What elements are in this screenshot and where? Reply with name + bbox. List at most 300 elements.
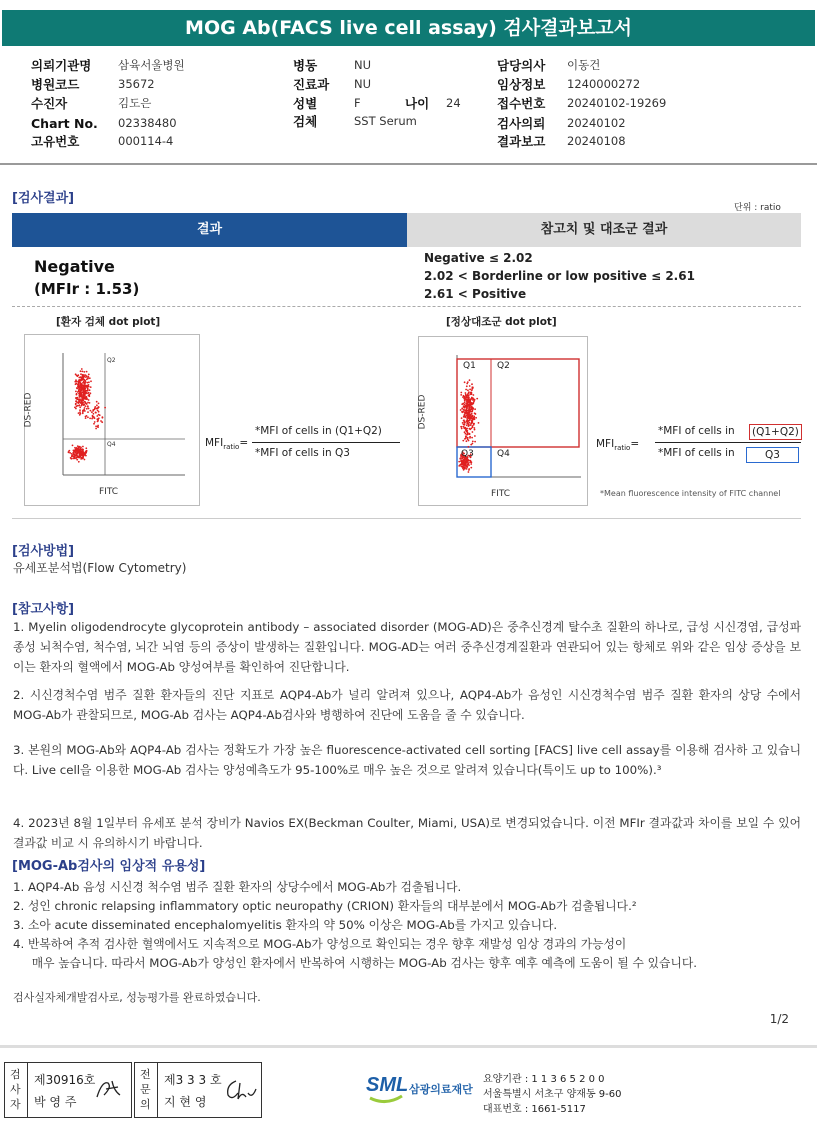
info-value: 1240000272 — [567, 77, 641, 91]
plot-dot — [81, 395, 83, 397]
note-paragraph-2: 2. 시신경척수염 범주 질환 환자들의 진단 지표로 AQP4-Ab가 널리 알려져 있으나, AQP4-Ab가 음성인 시신경척수염 범주 질환 환자의 상당 수에서 MOG-Ab가 관찰되므로, MOG-Ab 검사는 AQP4-Ab검사와 병행하여 진단에 도움을 줄 수 있습니다. — [13, 688, 801, 722]
plot-dot — [92, 410, 94, 412]
formula-mfi: $MFI_{ratio}=$ — [205, 437, 249, 452]
plot-dot — [87, 376, 89, 378]
footer-phone: 대표번호 : 1661-5117 — [483, 1104, 586, 1115]
plot-dot — [82, 401, 84, 403]
plot-dot — [75, 373, 77, 375]
plot-dot — [86, 385, 88, 387]
plot-dot — [84, 459, 86, 461]
plot-dot — [84, 454, 86, 456]
plot-dot — [79, 411, 81, 413]
plot-dot — [466, 421, 468, 423]
plot-dot — [466, 459, 468, 461]
info-label: 결과보고 — [497, 134, 546, 149]
info-value: 김도은 — [118, 96, 152, 110]
plot-dot — [466, 385, 468, 387]
plot-dot — [461, 408, 463, 410]
plot-dot — [94, 408, 96, 410]
plot-dot — [82, 387, 84, 389]
plot-dot — [77, 386, 79, 388]
plot-dot — [464, 421, 466, 423]
plot-dot — [89, 402, 91, 404]
plot-dot — [95, 412, 97, 414]
plot-dot — [474, 441, 476, 443]
plot-dot — [472, 431, 474, 433]
plot-dot — [466, 428, 468, 430]
plot-dot — [79, 395, 81, 397]
plot-dot — [77, 384, 79, 386]
clinical-item: 1. AQP4-Ab 음성 시신경 척수염 범주 질환 환자의 상당수에서 MOG-Ab가 검출됩니다. — [13, 880, 462, 894]
plot-dot — [466, 430, 468, 432]
plot-dot — [82, 412, 84, 414]
patient-q4-label: Q4 — [107, 441, 116, 448]
reference-line: Negative ≤ 2.02 — [424, 251, 533, 265]
plot-dot — [75, 400, 77, 402]
plot-dot — [83, 385, 85, 387]
plot-dot — [466, 397, 468, 399]
specialist-number: 제3 3 3 호 — [164, 1073, 222, 1087]
info-label: 검사의뢰 — [497, 116, 546, 131]
q3-box: Q3 — [746, 447, 799, 463]
plot-dot — [78, 405, 80, 407]
result-value: (MFIr : 1.53) — [34, 280, 140, 298]
plot-dot — [462, 466, 464, 468]
notes-section-title: [참고사항] — [12, 602, 75, 617]
plot-dot — [82, 457, 84, 459]
plot-dot — [478, 422, 480, 424]
plot-dot — [98, 411, 100, 413]
specialist-name: 지 현 영 — [164, 1095, 207, 1109]
inspector-box — [28, 1062, 132, 1118]
plot-dot — [104, 407, 106, 409]
plot-dot — [475, 417, 477, 419]
info-value: 20240102-19269 — [567, 96, 667, 110]
fraction-line — [252, 442, 400, 443]
clinical-item: 3. 소아 acute disseminated encephalomyelitis 환자의 약 50% 이상은 MOG-Ab를 가지고 있습니다. — [13, 918, 558, 932]
plot-dot — [467, 398, 469, 400]
plot-dot — [469, 422, 471, 424]
plot-dot — [83, 374, 85, 376]
plot-dot — [472, 388, 474, 390]
plot-dot — [471, 383, 473, 385]
plot-dot — [89, 418, 91, 420]
plot-dot — [463, 406, 465, 408]
plot-dot — [79, 381, 81, 383]
note-paragraph-4: 4. 2023년 8월 1일부터 유세포 분석 장비가 Navios EX(Beckman Coulter, Miami, USA)로 변경되었습니다. 이전 MFIr 결과값과 차이를 보일 수 있어 결과값 비교 시 유의하시기 바랍니다. — [13, 816, 801, 850]
plot-dot — [79, 380, 81, 382]
plot-dot — [463, 463, 465, 465]
plot-dot — [97, 425, 99, 427]
plot-dot — [468, 391, 470, 393]
plot-dot — [471, 437, 473, 439]
plot-dot — [80, 392, 82, 394]
plot-dot — [86, 415, 88, 417]
title-bar — [0, 0, 817, 50]
plot-dot — [87, 392, 89, 394]
plot-dot — [80, 451, 82, 453]
plot-dot — [474, 435, 476, 437]
plot-dot — [464, 381, 466, 383]
plot-dot — [464, 431, 466, 433]
plot-dot — [76, 394, 78, 396]
plot-dot — [470, 467, 472, 469]
footer-address: 서울특별시 서초구 양재동 9-60 — [483, 1089, 622, 1100]
plot-dot — [466, 464, 468, 466]
control-plot-caption: [정상대조군 dot plot] — [446, 316, 557, 328]
plot-dot — [466, 434, 468, 436]
plot-dot — [76, 397, 78, 399]
plot-dot — [96, 408, 98, 410]
plot-dot — [472, 408, 474, 410]
plot-dot — [465, 435, 467, 437]
plot-dot — [466, 400, 468, 402]
q1q2-box: (Q1+Q2) — [749, 424, 802, 440]
plot-dot — [79, 450, 81, 452]
plot-dot — [79, 452, 81, 454]
patient-x-axis-label: FITC — [99, 487, 119, 497]
formula-numerator: *MFI of cells in (Q1+Q2) — [255, 425, 382, 437]
plot-dot — [84, 410, 86, 412]
plot-dot — [68, 450, 70, 452]
plot-dot — [464, 466, 466, 468]
plot-dot — [460, 392, 462, 394]
info-label: 담당의사 — [497, 58, 546, 73]
plot-dot — [97, 421, 99, 423]
plot-dot — [464, 462, 466, 464]
plot-dot — [467, 403, 469, 405]
patient-y-axis-label: DS-RED — [23, 392, 34, 428]
plot-dot — [462, 461, 464, 463]
divider — [12, 518, 801, 519]
plot-dot — [468, 462, 470, 464]
plot-dot — [75, 383, 77, 385]
plot-dot — [465, 392, 467, 394]
plot-dot — [468, 446, 470, 448]
plot-dot — [466, 468, 468, 470]
patient-dot-plot — [24, 334, 200, 506]
info-value: 02338480 — [118, 116, 177, 130]
plot-dot — [69, 452, 71, 454]
reference-column-header: 참고치 및 대조군 결과 — [407, 213, 801, 247]
plot-dot — [100, 420, 102, 422]
plot-dot — [79, 406, 81, 408]
plot-dot — [463, 396, 465, 398]
report-title: MOG Ab(FACS live cell assay) 검사결과보고서 — [2, 10, 815, 46]
plot-dot — [470, 428, 472, 430]
plot-dot — [466, 418, 468, 420]
plot-dot — [84, 401, 86, 403]
plot-dot — [468, 424, 470, 426]
plot-dot — [469, 436, 471, 438]
dashed-divider — [12, 306, 801, 307]
plot-dot — [83, 371, 85, 373]
info-value: SST Serum — [354, 114, 417, 128]
plot-dot — [470, 460, 472, 462]
plot-dot — [83, 376, 85, 378]
plot-dot — [86, 375, 88, 377]
plot-dot — [461, 417, 463, 419]
result-column-header: 결과 — [12, 213, 407, 247]
plot-dot — [87, 406, 89, 408]
plot-dot — [98, 403, 100, 405]
plot-dot — [469, 416, 471, 418]
plot-dot — [467, 460, 469, 462]
plot-dot — [77, 445, 79, 447]
plot-dot — [93, 423, 95, 425]
plot-dot — [463, 415, 465, 417]
plot-dot — [80, 413, 82, 415]
control-formula-denominator: *MFI of cells in — [658, 447, 735, 459]
divider — [0, 163, 817, 165]
info-value: 35672 — [118, 77, 155, 91]
logo-text: SML — [366, 1074, 409, 1096]
plot-dot — [90, 380, 92, 382]
plot-dot — [84, 380, 86, 382]
plot-dot — [88, 395, 90, 397]
plot-dot — [81, 449, 83, 451]
plot-dot — [88, 399, 90, 401]
info-label: 성별 — [293, 96, 318, 111]
method-text: 유세포분석법(Flow Cytometry) — [13, 561, 187, 575]
plot-dot — [85, 447, 87, 449]
plot-dot — [460, 409, 462, 411]
plot-dot — [91, 411, 93, 413]
plot-dot — [476, 398, 478, 400]
plot-dot — [73, 456, 75, 458]
plot-dot — [96, 404, 98, 406]
specialist-label-box — [134, 1062, 158, 1118]
info-value: NU — [354, 58, 372, 72]
plot-dot — [464, 427, 466, 429]
plot-dot — [467, 432, 469, 434]
plot-dot — [466, 409, 468, 411]
plot-dot — [464, 423, 466, 425]
plot-dot — [469, 379, 471, 381]
info-label: 병동 — [293, 58, 318, 73]
plot-dot — [99, 414, 101, 416]
plot-dot — [469, 393, 471, 395]
plot-dot — [73, 451, 75, 453]
plot-dot — [77, 450, 79, 452]
note-paragraph-3: 3. 본원의 MOG-Ab와 AQP4-Ab 검사는 정확도가 가장 높은 fluorescence-activated cell sorting [FACS] live cell assay를 이용해 검사하 고 있습니다. Live cell을 이용한 MOG-Ab 검사는 양성예측도가 95-100%로 매우 높은 것으로 알려져 있습니다(특이도 up to 100%).³ — [13, 743, 801, 777]
plot-dot — [75, 453, 77, 455]
specialist-signature — [224, 1077, 258, 1105]
plot-dot — [469, 411, 471, 413]
plot-dot — [84, 388, 86, 390]
plot-dot — [86, 408, 88, 410]
plot-dot — [95, 428, 97, 430]
plot-dot — [72, 445, 74, 447]
info-value: 20240102 — [567, 116, 626, 130]
info-label: 임상정보 — [497, 77, 546, 92]
control-q3-label: Q3 — [461, 449, 474, 459]
control-q1-label: Q1 — [463, 361, 476, 371]
plot-dot — [474, 429, 476, 431]
plot-dot — [472, 441, 474, 443]
note-paragraph-1: 1. Myelin oligodendrocyte glycoprotein antibody – associated disorder (MOG-AD)은 중추신경계 탈수초 질환의 하나로, 급성 시신경염, 급성파종성 뇌척수염, 척수염, 뇌간 뇌염 등의 증상이 발생하는 질환입니다. MOG-AD는 여러 중추신경계질환과 연관되어 있는 항체로 위와 같은 임상 증상을 보이는 환자의 혈액에서 MOG-Ab 양성여부를 확인하여 진단합니다. — [13, 620, 801, 674]
plot-dot — [467, 437, 469, 439]
plot-dot — [471, 422, 473, 424]
result-main: Negative — [34, 257, 115, 276]
plot-dot — [86, 371, 88, 373]
reference-line: 2.61 < Positive — [424, 287, 527, 301]
control-dot-plot — [418, 336, 588, 506]
plot-dot — [468, 468, 470, 470]
reference-line: 2.02 < Borderline or low positive ≤ 2.61 — [424, 269, 695, 283]
plot-dot — [468, 471, 470, 473]
plot-dot — [468, 395, 470, 397]
plot-dot — [94, 421, 96, 423]
footer-divider — [0, 1045, 817, 1048]
inspector-number: 제30916호 — [34, 1073, 96, 1087]
plot-dot — [466, 413, 468, 415]
plot-dot — [81, 385, 83, 387]
plot-dot — [461, 426, 463, 428]
validation-note: 검사실자체개발검사로, 성능평가를 완료하였습니다. — [13, 991, 261, 1004]
specialist-box — [158, 1062, 262, 1118]
plot-dot — [468, 464, 470, 466]
info-value: 삼육서울병원 — [118, 58, 185, 72]
plot-dot — [465, 433, 467, 435]
age-value: 24 — [446, 96, 461, 110]
plot-dot — [85, 452, 87, 454]
plot-dot — [79, 398, 81, 400]
plot-dot — [461, 428, 463, 430]
plot-dot — [82, 398, 84, 400]
plot-dot — [462, 411, 464, 413]
plot-dot — [78, 461, 80, 463]
plot-dot — [71, 456, 73, 458]
plot-dot — [82, 446, 84, 448]
plot-dot — [77, 391, 79, 393]
plot-dot — [89, 377, 91, 379]
info-value: 20240108 — [567, 134, 626, 148]
plot-dot — [466, 424, 468, 426]
inspector-label-box — [4, 1062, 28, 1118]
info-label: 검체 — [293, 114, 318, 129]
plot-dot — [80, 387, 82, 389]
plot-dot — [463, 403, 465, 405]
plot-dot — [464, 416, 466, 418]
plot-dot — [474, 412, 476, 414]
plot-dot — [467, 412, 469, 414]
plot-dot — [82, 371, 84, 373]
plot-dot — [90, 410, 92, 412]
plot-dot — [84, 407, 86, 409]
plot-dot — [463, 409, 465, 411]
plot-dot — [473, 394, 475, 396]
plot-dot — [81, 368, 83, 370]
footnote: *Mean fluorescence intensity of FITC channel — [600, 489, 781, 498]
unit-label: 단위 : ratio — [734, 203, 781, 213]
plot-dot — [96, 401, 98, 403]
formula-denominator: *MFI of cells in Q3 — [255, 447, 350, 459]
control-y-axis-label: DS-RED — [417, 394, 428, 430]
plot-dot — [469, 389, 471, 391]
plot-dot — [87, 416, 89, 418]
fraction-line — [655, 442, 801, 443]
plot-dot — [85, 385, 87, 387]
plot-dot — [80, 376, 82, 378]
patient-plot-caption: [환자 검체 dot plot] — [56, 316, 161, 328]
plot-dot — [460, 394, 462, 396]
plot-dot — [85, 417, 87, 419]
plot-dot — [470, 413, 472, 415]
inspector-label: 검사자 — [10, 1068, 21, 1111]
plot-dot — [83, 452, 85, 454]
control-formula-mfi: $MFI_{ratio}=$ — [596, 438, 640, 453]
info-label: 진료과 — [293, 77, 330, 92]
clinical-section-title: [MOG-Ab검사의 임상적 유용성] — [12, 859, 206, 874]
plot-dot — [466, 383, 468, 385]
info-label: 고유번호 — [31, 134, 80, 149]
plot-dot — [80, 370, 82, 372]
plot-dot — [468, 440, 470, 442]
control-x-axis-label: FITC — [491, 489, 511, 499]
plot-dot — [79, 456, 81, 458]
plot-dot — [78, 412, 80, 414]
info-label: Chart No. — [31, 116, 98, 131]
plot-dot — [465, 389, 467, 391]
org-name: 삼광의료재단 — [409, 1083, 473, 1096]
plot-dot — [472, 419, 474, 421]
sml-logo — [366, 1068, 409, 1108]
plot-dot — [74, 407, 76, 409]
plot-dot — [470, 463, 472, 465]
control-q2-label: Q2 — [497, 361, 510, 371]
plot-dot — [469, 407, 471, 409]
plot-dot — [458, 461, 460, 463]
plot-dot — [80, 402, 82, 404]
footer-institution: 요양기관 : 1 1 3 6 5 2 0 0 — [483, 1074, 605, 1085]
results-section-title: [검사결과] — [12, 191, 75, 206]
info-value: 000114-4 — [118, 134, 174, 148]
plot-dot — [83, 391, 85, 393]
plot-dot — [70, 457, 72, 459]
plot-dot — [85, 403, 87, 405]
plot-dot — [89, 389, 91, 391]
plot-dot — [470, 403, 472, 405]
info-label: 수진자 — [31, 96, 68, 111]
plot-dot — [102, 417, 104, 419]
clinical-item: 2. 성인 chronic relapsing inflammatory optic neuropathy (CRION) 환자들의 대부분에서 MOG-Ab가 검출됩니다.² — [13, 899, 637, 913]
plot-dot — [82, 455, 84, 457]
plot-dot — [467, 405, 469, 407]
clinical-item: 4. 반복하여 추적 검사한 혈액에서도 지속적으로 MOG-Ab가 양성으로 확인되는 경우 향후 재발성 임상 경과의 가능성이 — [13, 937, 627, 951]
clinical-item: 매우 높습니다. 따라서 MOG-Ab가 양성인 환자에서 반복하여 시행하는 MOG-Ab 검사는 향후 예후 예측에 도움이 될 수 있습니다. — [13, 956, 697, 970]
plot-dot — [468, 402, 470, 404]
plot-dot — [84, 393, 86, 395]
plot-dot — [465, 437, 467, 439]
plot-dot — [93, 413, 95, 415]
plot-dot — [87, 389, 89, 391]
plot-dot — [98, 406, 100, 408]
control-formula-numerator: *MFI of cells in — [658, 425, 735, 437]
plot-dot — [467, 389, 469, 391]
info-value: 이동건 — [567, 58, 601, 72]
patient-q2-label: Q2 — [107, 357, 116, 364]
plot-dot — [471, 398, 473, 400]
plot-dot — [76, 406, 78, 408]
plot-dot — [71, 453, 73, 455]
plot-dot — [464, 401, 466, 403]
inspector-signature — [94, 1077, 124, 1103]
plot-dot — [96, 415, 98, 417]
plot-dot — [467, 415, 469, 417]
info-value: F — [354, 96, 361, 110]
plot-dot — [68, 452, 70, 454]
